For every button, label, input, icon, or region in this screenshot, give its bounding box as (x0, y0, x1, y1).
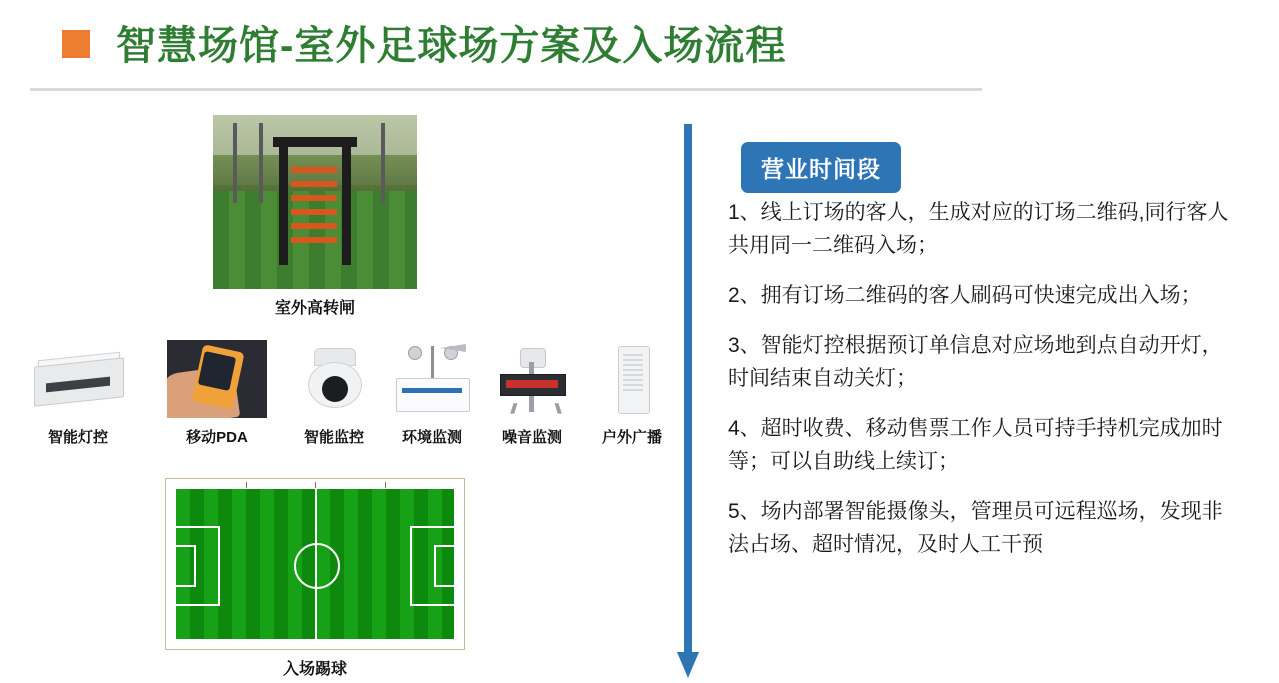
header-divider (30, 88, 982, 91)
mobile-pda-icon (167, 340, 267, 418)
device-label: 移动PDA (186, 429, 248, 446)
device-smart-monitoring (284, 340, 384, 447)
turnstile-photo (213, 115, 417, 289)
device-label: 环境监测 (401, 429, 462, 446)
process-steps-list (728, 196, 1240, 578)
device-noise-monitoring (482, 340, 582, 447)
process-step: 2、拥有订场二维码的客人刷码可快速完成出入场； (728, 284, 1202, 307)
flow-arrow-icon (677, 124, 699, 678)
turnstile-caption: 室外高转闸 (274, 300, 355, 317)
device-label: 智能监控 (303, 429, 364, 446)
business-hours-badge: 营业时间段 (741, 142, 901, 193)
device-label: 户外广播 (601, 429, 662, 446)
environment-monitoring-icon (382, 340, 482, 418)
device-mobile-pda (167, 340, 267, 447)
slide-header (0, 0, 1279, 92)
process-step: 4、超时收费、移动售票工作人员可持手持机完成加时等；可以自助线上续订； (728, 417, 1223, 473)
device-smart-light-control (28, 340, 128, 447)
smart-monitoring-icon (284, 340, 384, 418)
device-label: 智能灯控 (47, 429, 108, 446)
page-title: 智慧场馆-室外足球场方案及入场流程 (116, 24, 787, 68)
pitch-caption: 入场踢球 (282, 661, 347, 678)
smart-light-control-icon (28, 340, 128, 418)
header-bullet-icon (62, 30, 90, 58)
process-step: 3、智能灯控根据预订单信息对应场地到点自动开灯，时间结束自动关灯； (728, 334, 1223, 390)
device-outdoor-broadcast (582, 340, 682, 447)
device-environment-monitoring (382, 340, 482, 447)
noise-monitoring-icon (482, 340, 582, 418)
football-pitch-diagram (165, 478, 465, 650)
process-step: 1、线上订场的客人，生成对应的订场二维码,同行客人共用同一二维码入场； (728, 201, 1229, 257)
outdoor-broadcast-icon (582, 340, 682, 418)
process-step: 5、场内部署智能摄像头，管理员可远程巡场，发现非法占场、超时情况，及时人工干预 (728, 500, 1223, 556)
device-label: 噪音监测 (501, 429, 562, 446)
